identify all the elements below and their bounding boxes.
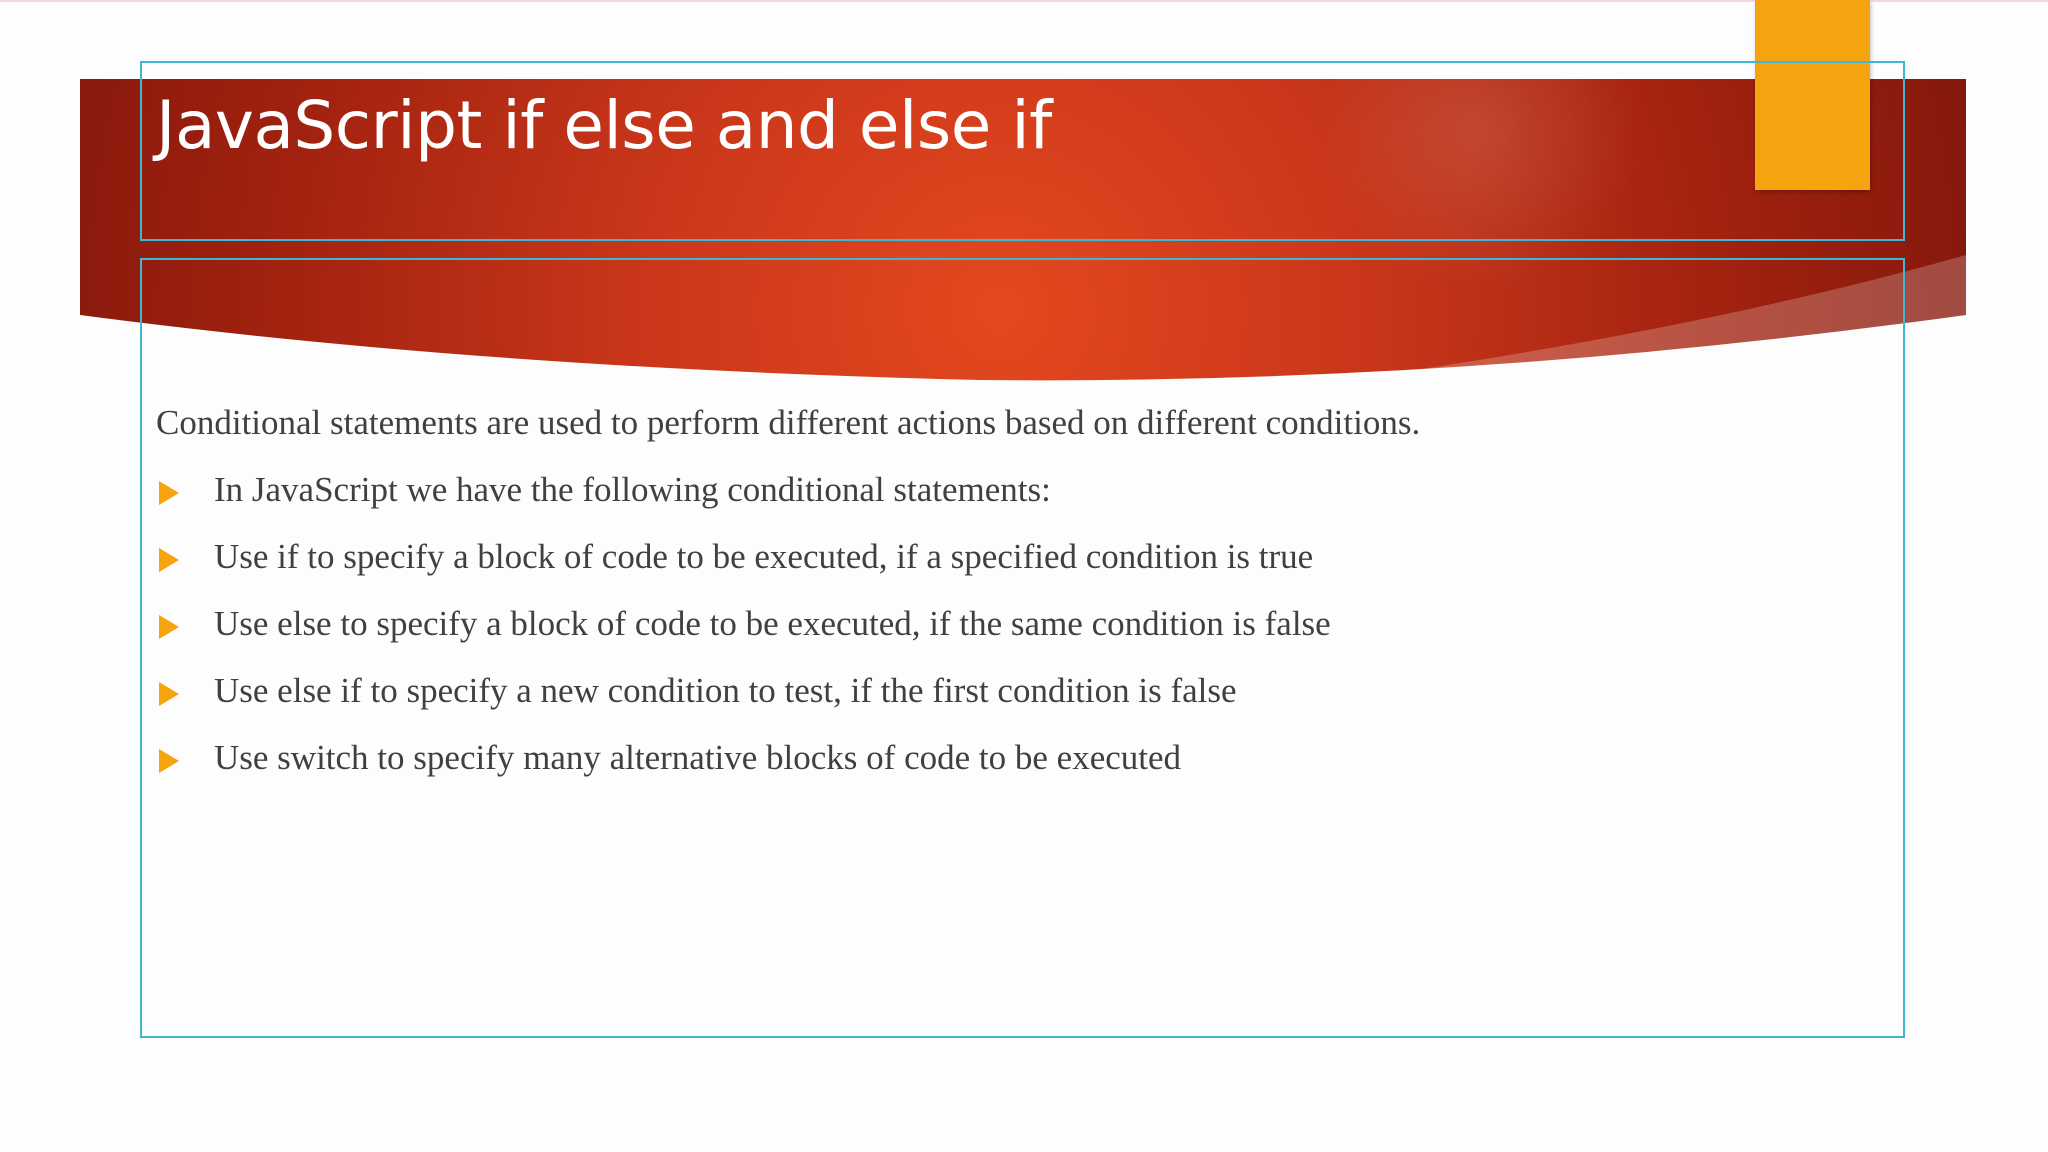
bullet-item — [156, 536, 1893, 578]
triangle-right-icon — [159, 548, 179, 572]
title-placeholder[interactable] — [140, 61, 1905, 241]
bullet-text: In JavaScript we have the following conditional statements: — [214, 470, 1051, 509]
content-body — [156, 402, 1893, 779]
triangle-right-icon — [159, 481, 179, 505]
bullet-item — [156, 469, 1893, 511]
bullet-list — [156, 469, 1893, 779]
bullet-text: Use else to specify a block of code to be executed, if the same condition is false — [214, 604, 1331, 643]
bullet-item — [156, 670, 1893, 712]
triangle-right-icon — [159, 749, 179, 773]
content-placeholder[interactable] — [140, 258, 1905, 1038]
bullet-text: Use if to specify a block of code to be executed, if a specified condition is true — [214, 537, 1314, 576]
triangle-right-icon — [159, 615, 179, 639]
slide-title: JavaScript if else and else if — [156, 87, 1052, 164]
bullet-text: Use else if to specify a new condition to test, if the first condition is false — [214, 671, 1237, 710]
bullet-item — [156, 737, 1893, 779]
intro-text: Conditional statements are used to perform different actions based on different conditions. — [156, 403, 1421, 442]
bullet-text: Use switch to specify many alternative blocks of code to be executed — [214, 738, 1182, 777]
triangle-right-icon — [159, 682, 179, 706]
bullet-item — [156, 603, 1893, 645]
